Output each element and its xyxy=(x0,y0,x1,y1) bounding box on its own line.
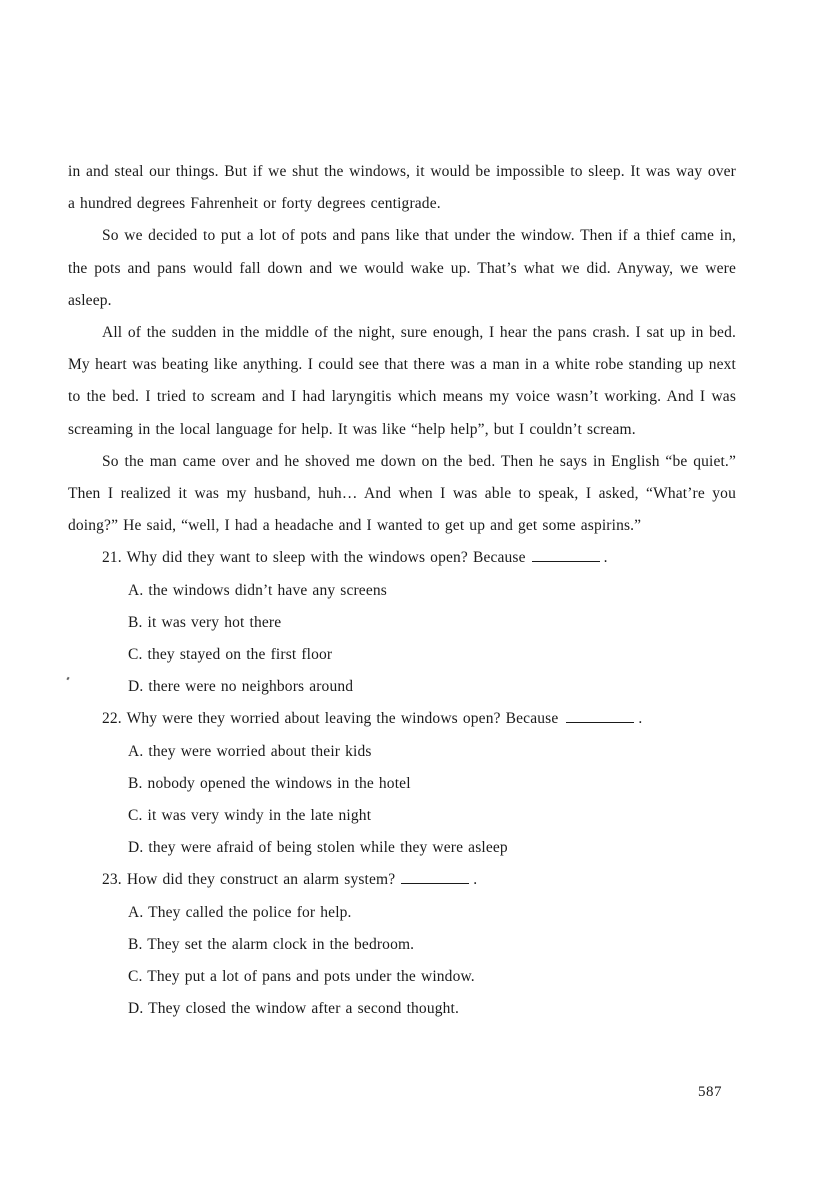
question-text: 23. How did they construct an alarm system? xyxy=(102,871,396,889)
question-end: . xyxy=(473,871,478,889)
question-21 xyxy=(68,542,736,703)
option-a: A. They called the police for help. xyxy=(128,903,352,921)
question-end: . xyxy=(603,549,608,567)
option-c: C. they stayed on the first floor xyxy=(128,646,333,664)
question-stem xyxy=(68,864,736,896)
question-stem xyxy=(68,703,736,735)
option-c: C. it was very windy in the late night xyxy=(128,807,372,825)
question-end: . xyxy=(638,710,643,728)
question-23 xyxy=(68,864,736,1025)
page-content xyxy=(68,156,736,1025)
answer-blank xyxy=(401,869,469,884)
option-a: A. they were worried about their kids xyxy=(128,742,372,760)
option-d: D. there were no neighbors around xyxy=(128,678,354,696)
question-text: 21. Why did they want to sleep with the windows open? Because xyxy=(102,549,526,567)
option-d: D. They closed the window after a second thought. xyxy=(128,1000,460,1018)
passage-paragraph-2: So we decided to put a lot of pots and pans like that under the window. Then if a thief came in, the pots and pans would fall down and we would wake up. That’s what we did. Anyway, we were asleep. xyxy=(68,227,736,309)
page-number: 587 xyxy=(698,1084,722,1100)
answer-blank xyxy=(566,708,634,723)
passage-paragraph-3: All of the sudden in the middle of the night, sure enough, I hear the pans crash. I sat up in bed. My heart was beating like anything. I could see that there was a man in a white robe standing up next to the bed. I tried to scream and I had laryngitis which means my voice wasn’t working. And I was screaming in the local language for help. It was like “help help”, but I couldn’t scream. xyxy=(68,324,736,438)
question-stem xyxy=(68,542,736,574)
answer-blank xyxy=(532,547,600,562)
option-b: B. nobody opened the windows in the hotel xyxy=(128,774,411,792)
question-22 xyxy=(68,703,736,864)
passage-paragraph-4: So the man came over and he shoved me down on the bed. Then he says in English “be quiet.” Then I realized it was my husband, huh… And when I was able to speak, I asked, “What’re you doing?” He said, “well, I had a headache and I wanted to get up and get some aspirins.” xyxy=(68,452,736,535)
option-a: A. the windows didn’t have any screens xyxy=(128,581,387,599)
option-c: C. They put a lot of pans and pots under the window. xyxy=(128,968,475,986)
passage-paragraph-1: in and steal our things. But if we shut the windows, it would be impossible to sleep. It was way over a hundred degrees Fahrenheit or forty degrees centigrade. xyxy=(68,163,736,213)
option-b: B. it was very hot there xyxy=(128,613,282,631)
option-b: B. They set the alarm clock in the bedroom. xyxy=(128,935,415,953)
question-text: 22. Why were they worried about leaving the windows open? Because xyxy=(102,710,559,728)
option-d: D. they were afraid of being stolen while they were asleep xyxy=(128,839,508,857)
